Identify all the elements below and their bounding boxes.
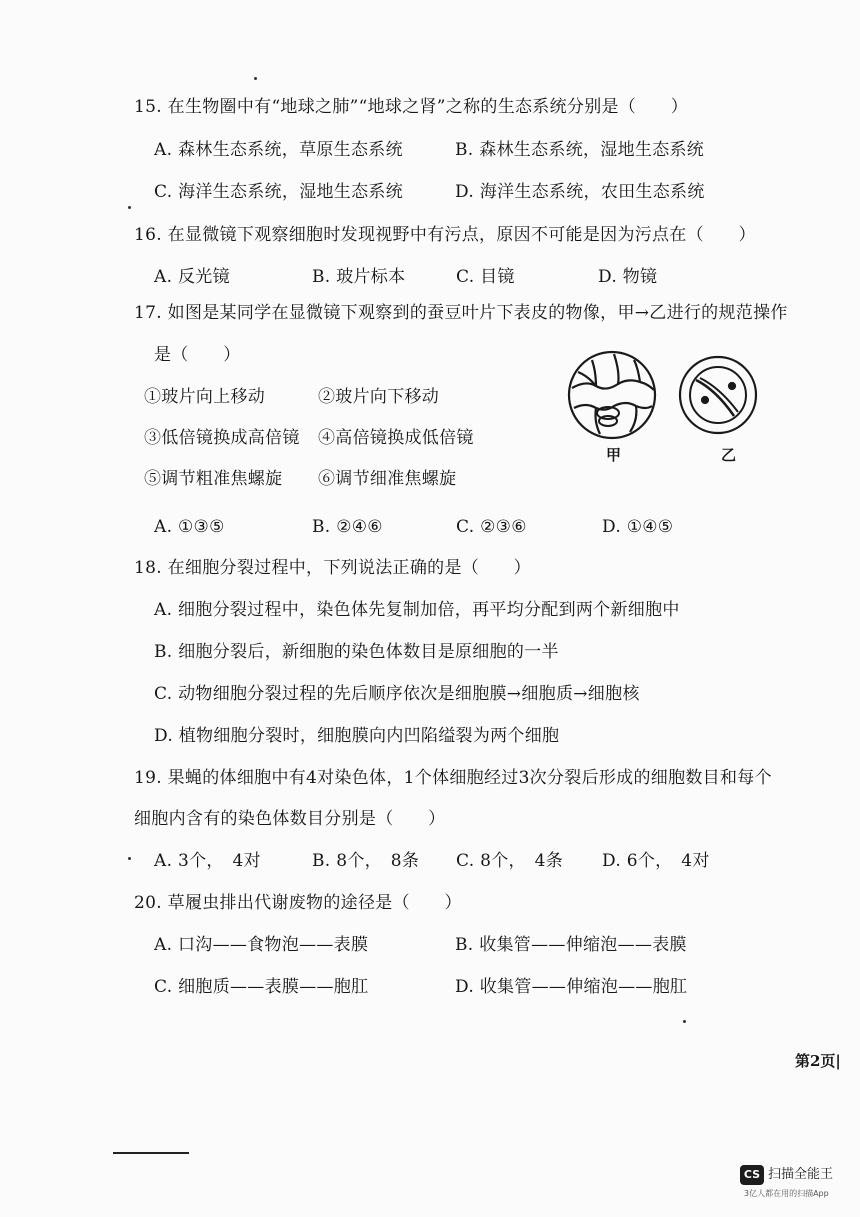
question-15-option-c: C. 海洋生态系统，湿地生态系统 bbox=[154, 182, 404, 202]
question-17-option-c: C. ②③⑥ bbox=[456, 517, 527, 537]
figure-label-yi: 乙 bbox=[721, 446, 737, 464]
page-number: 第2页| bbox=[795, 1052, 841, 1070]
question-17-option-d: D. ①④⑤ bbox=[602, 517, 674, 537]
question-17-step-5: ⑤调节粗准焦螺旋 bbox=[144, 469, 283, 489]
scanner-app-name: 扫描全能王 bbox=[768, 1167, 834, 1182]
question-17-step-6: ⑥调节细准焦螺旋 bbox=[318, 469, 457, 489]
scanner-watermark bbox=[740, 1165, 850, 1205]
scanner-logo-icon: CS bbox=[740, 1165, 764, 1185]
question-15-option-b: B. 森林生态系统，湿地生态系统 bbox=[455, 140, 705, 160]
question-19-option-d: D. 6个， 4对 bbox=[602, 851, 710, 871]
question-16-option-c: C. 目镜 bbox=[456, 267, 515, 287]
question-16-option-a: A. 反光镜 bbox=[154, 267, 230, 287]
question-16-option-d: D. 物镜 bbox=[598, 267, 658, 287]
figure-label-jia: 甲 bbox=[606, 446, 622, 464]
question-20-option-d: D. 收集管——伸缩泡——胞肛 bbox=[455, 977, 688, 997]
question-16-stem: 16. 在显微镜下观察细胞时发现视野中有污点，原因不可能是因为污点在（ ） bbox=[134, 225, 756, 245]
question-17-step-2: ②玻片向下移动 bbox=[318, 387, 440, 407]
question-17-step-3: ③低倍镜换成高倍镜 bbox=[144, 428, 300, 448]
question-15-stem: 15. 在生物圈中有“地球之肺”“地球之肾”之称的生态系统分别是（ ） bbox=[134, 97, 689, 117]
scanner-tagline: 3亿人都在用的扫描App bbox=[744, 1189, 829, 1198]
question-19-option-a: A. 3个， 4对 bbox=[154, 851, 261, 871]
microscope-view-illustration bbox=[566, 350, 766, 445]
question-19-option-c: C. 8个， 4条 bbox=[456, 851, 564, 871]
scan-speck bbox=[683, 1020, 686, 1023]
question-20-option-b: B. 收集管——伸缩泡——表膜 bbox=[455, 935, 687, 955]
question-18-option-d: D. 植物细胞分裂时，细胞膜向内凹陷缢裂为两个细胞 bbox=[154, 726, 560, 746]
question-18-option-a: A. 细胞分裂过程中，染色体先复制加倍，再平均分配到两个新细胞中 bbox=[154, 600, 680, 620]
question-19-option-b: B. 8个， 8条 bbox=[312, 851, 420, 871]
question-20-stem: 20. 草履虫排出代谢废物的途径是（ ） bbox=[134, 893, 462, 913]
question-16-option-b: B. 玻片标本 bbox=[312, 267, 406, 287]
microscope-figures bbox=[566, 350, 766, 465]
question-17-stem-line2: 是（ ） bbox=[154, 345, 241, 365]
question-18-option-c: C. 动物细胞分裂过程的先后顺序依次是细胞膜→细胞质→细胞核 bbox=[154, 684, 640, 704]
footnote-rule bbox=[113, 1152, 189, 1154]
question-17-option-b: B. ②④⑥ bbox=[312, 517, 383, 537]
scan-speck bbox=[254, 77, 257, 80]
question-15-option-a: A. 森林生态系统，草原生态系统 bbox=[154, 140, 403, 160]
question-19-stem-line1: 19. 果蝇的体细胞中有4对染色体，1个体细胞经过3次分裂后形成的细胞数目和每个 bbox=[134, 768, 772, 788]
question-18-stem: 18. 在细胞分裂过程中，下列说法正确的是（ ） bbox=[134, 558, 531, 578]
question-20-option-c: C. 细胞质——表膜——胞肛 bbox=[154, 977, 369, 997]
scan-speck bbox=[128, 206, 131, 209]
question-19-stem-line2: 细胞内含有的染色体数目分别是（ ） bbox=[134, 809, 446, 829]
question-20-option-a: A. 口沟——食物泡——表膜 bbox=[154, 935, 369, 955]
question-18-option-b: B. 细胞分裂后，新细胞的染色体数目是原细胞的一半 bbox=[154, 642, 559, 662]
question-17-step-4: ④高倍镜换成低倍镜 bbox=[318, 428, 474, 448]
scan-speck bbox=[128, 857, 131, 860]
question-17-step-1: ①玻片向上移动 bbox=[144, 387, 266, 407]
question-15-option-d: D. 海洋生态系统，农田生态系统 bbox=[455, 182, 705, 202]
question-17-option-a: A. ①③⑤ bbox=[154, 517, 225, 537]
question-17-stem-line1: 17. 如图是某同学在显微镜下观察到的蚕豆叶片下表皮的物像，甲→乙进行的规范操作 bbox=[134, 303, 788, 323]
